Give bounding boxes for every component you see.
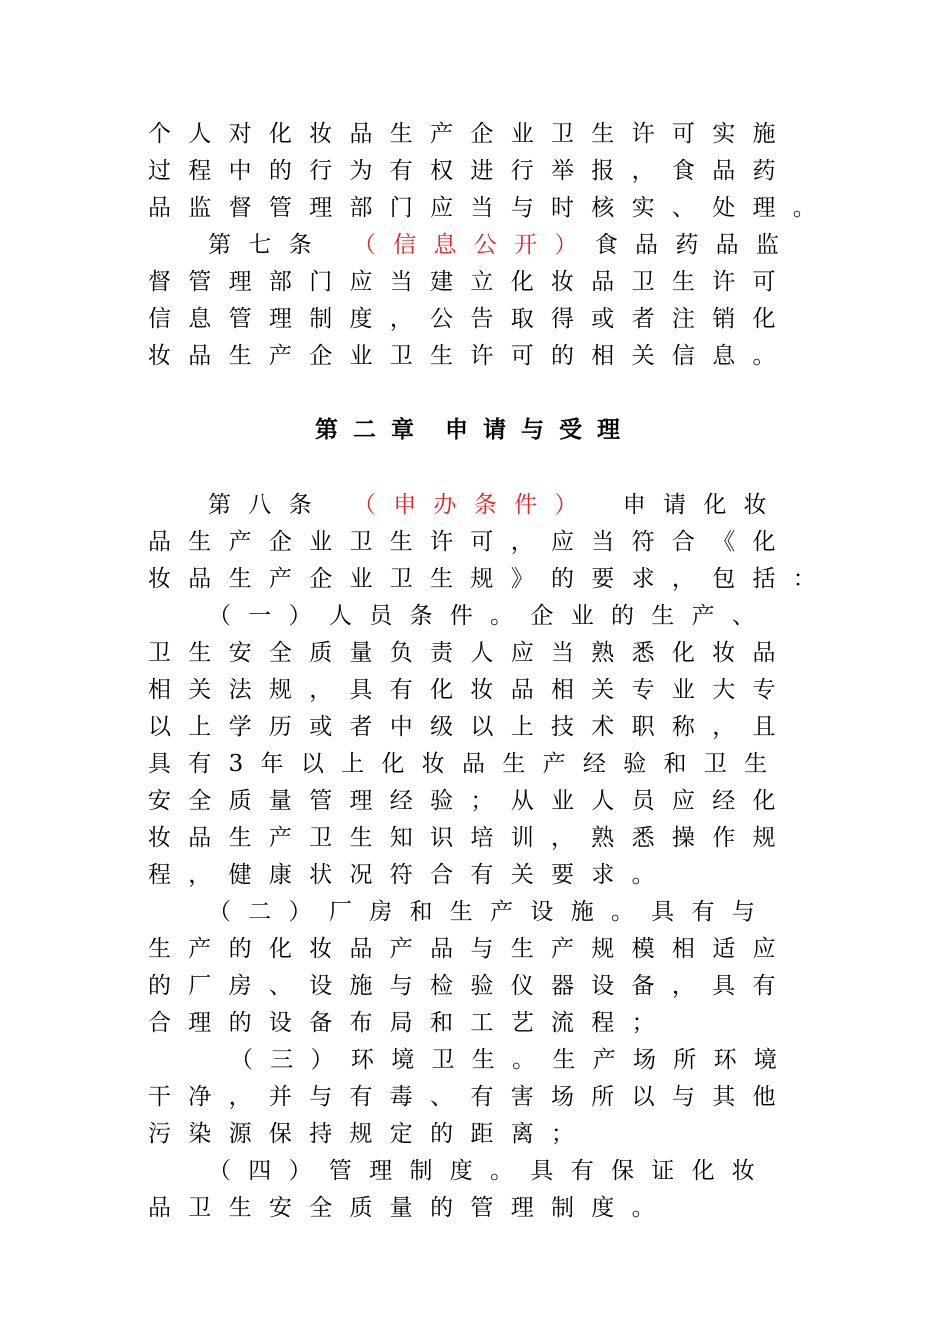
paragraph-line: 品监督管理部门应当与时核实、处理。 <box>148 195 834 221</box>
paragraph-line: 个人对化妆品生产企业卫生许可实施 <box>148 121 793 147</box>
paragraph-line: 生产的化妆品产品与生产规模相适应 <box>148 936 793 962</box>
paragraph-line: 妆品生产企业卫生规》的要求，包括： <box>148 566 834 592</box>
paragraph-line: 信息管理制度，公告取得或者注销化 <box>148 306 793 332</box>
paragraph-line: 干净，并与有毒、有害场所以与其他 <box>148 1084 793 1110</box>
paragraph-line: 品生产企业卫生许可，应当符合《化 <box>148 529 793 555</box>
article-number: 第八条 <box>208 492 329 518</box>
paragraph-line: 督管理部门应当建立化妆品卫生许可 <box>148 269 793 295</box>
chapter-number: 第二章 <box>315 417 429 443</box>
chapter-heading <box>0 415 950 445</box>
chapter-title: 申请与受理 <box>445 417 635 443</box>
article-title: （申办条件） <box>352 492 595 518</box>
paragraph-text: 食品药品监 <box>594 232 797 258</box>
list-item-heading-line: （四）管理制度。具有保证化妆 <box>208 1158 773 1184</box>
paragraph-line: 以上学历或者中级以上技术职称，且 <box>148 714 793 740</box>
paragraph-line: 妆品生产卫生知识培训，熟悉操作规 <box>148 825 793 851</box>
article-7-first-line <box>208 230 796 260</box>
paragraph-line: 相关法规，具有化妆品相关专业大专 <box>148 677 793 703</box>
list-item-heading-line: （三）环境卫生。生产场所环境 <box>230 1047 795 1073</box>
paragraph-line: 卫生安全质量负责人应当熟悉化妆品 <box>148 640 793 666</box>
paragraph-line: 品卫生安全质量的管理制度。 <box>148 1195 672 1221</box>
paragraph-line: 过程中的行为有权进行举报，食品药 <box>148 158 793 184</box>
list-item-heading-line: （一）人员条件。企业的生产、 <box>208 603 773 629</box>
list-item-heading-line: （二）厂房和生产设施。具有与 <box>208 899 773 925</box>
paragraph-line: 合理的设备布局和工艺流程； <box>148 1010 672 1036</box>
paragraph-line: 妆品生产企业卫生许可的相关信息。 <box>148 343 793 369</box>
article-number: 第七条 <box>208 232 329 258</box>
article-8-first-line <box>208 490 784 520</box>
article-title: （信息公开） <box>352 232 595 258</box>
paragraph-line: 程，健康状况符合有关要求。 <box>148 862 672 888</box>
paragraph-line: 的厂房、设施与检验仪器设备，具有 <box>148 973 793 999</box>
paragraph-text: 申请化妆 <box>622 492 784 518</box>
paragraph-line: 具有3年以上化妆品生产经验和卫生 <box>148 751 785 777</box>
paragraph-line: 安全质量管理经验；从业人员应经化 <box>148 788 793 814</box>
paragraph-line: 污染源保持规定的距离； <box>148 1121 592 1147</box>
